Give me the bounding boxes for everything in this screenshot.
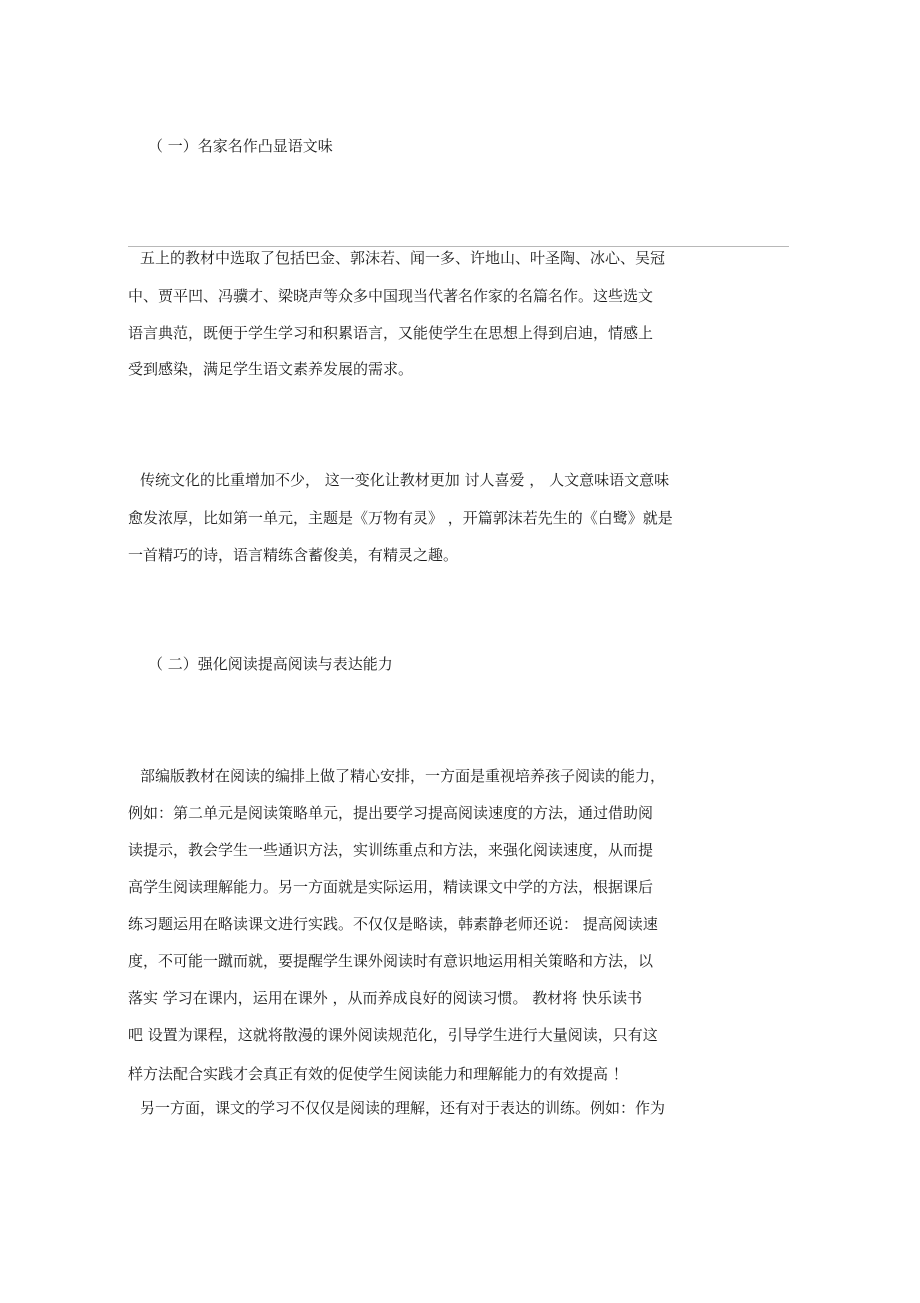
paragraph-line: 读提示，教会学生一些通识方法，实训练重点和方法，来强化阅读速度，从而提 bbox=[128, 841, 654, 859]
paragraph-line: 中、贾平凹、冯骥才、梁晓声等众多中国现当代著名作家的名篇名作。这些选文 bbox=[128, 287, 654, 305]
paragraph-line: 一首精巧的诗，语言精练含蓄俊美，有精灵之趣。 bbox=[128, 546, 459, 564]
section-heading-1: （ 一）名家名作凸显语文味 bbox=[148, 137, 333, 155]
paragraph-line: 部编版教材在阅读的编排上做了精心安排，一方面是重视培养孩子阅读的能力， bbox=[140, 767, 666, 785]
paragraph-line: 语言典范，既便于学生学习和积累语言，又能使学生在思想上得到启迪，情感上 bbox=[128, 324, 654, 342]
paragraph-line: 受到感染，满足学生语文素养发展的需求。 bbox=[128, 360, 414, 378]
horizontal-divider bbox=[128, 246, 789, 247]
paragraph-line: 另一方面，课文的学习不仅仅是阅读的理解，还有对于表达的训练。例如：作为 bbox=[140, 1099, 666, 1117]
paragraph-line: 度，不可能一蹴而就，要提醒学生课外阅读时有意识地运用相关策略和方法，以 bbox=[128, 952, 654, 970]
paragraph-line: 练习题运用在略读课文进行实践。不仅仅是略读，韩素静老师还说： 提高阅读速 bbox=[128, 915, 658, 933]
paragraph-line: 样方法配合实践才会真正有效的促使学生阅读能力和理解能力的有效提高 ！ bbox=[128, 1065, 628, 1083]
section-heading-2: （ 二）强化阅读提高阅读与表达能力 bbox=[148, 655, 393, 673]
paragraph-line: 五上的教材中选取了包括巴金、郭沫若、闻一多、许地山、叶圣陶、冰心、吴冠 bbox=[140, 249, 666, 267]
paragraph-line: 吧 设置为课程，这就将散漫的课外阅读规范化，引导学生进行大量阅读，只有这 bbox=[128, 1026, 658, 1044]
paragraph-line: 例如：第二单元是阅读策略单元，提出要学习提高阅读速度的方法，通过借助阅 bbox=[128, 804, 654, 822]
paragraph-line: 高学生阅读理解能力。另一方面就是实际运用，精读课文中学的方法，根据课后 bbox=[128, 878, 654, 896]
paragraph-line: 传统文化的比重增加不少， 这一变化让教材更加 讨人喜爱 ， 人文意味语文意味 bbox=[140, 471, 670, 489]
paragraph-line: 愈发浓厚，比如第一单元，主题是《万物有灵》 ，开篇郭沫若先生的《白鹭》就是 bbox=[128, 509, 673, 527]
paragraph-line: 落实 学习在课内，运用在课外 ，从而养成良好的阅读习惯。 教材将 快乐读书 bbox=[128, 989, 643, 1007]
